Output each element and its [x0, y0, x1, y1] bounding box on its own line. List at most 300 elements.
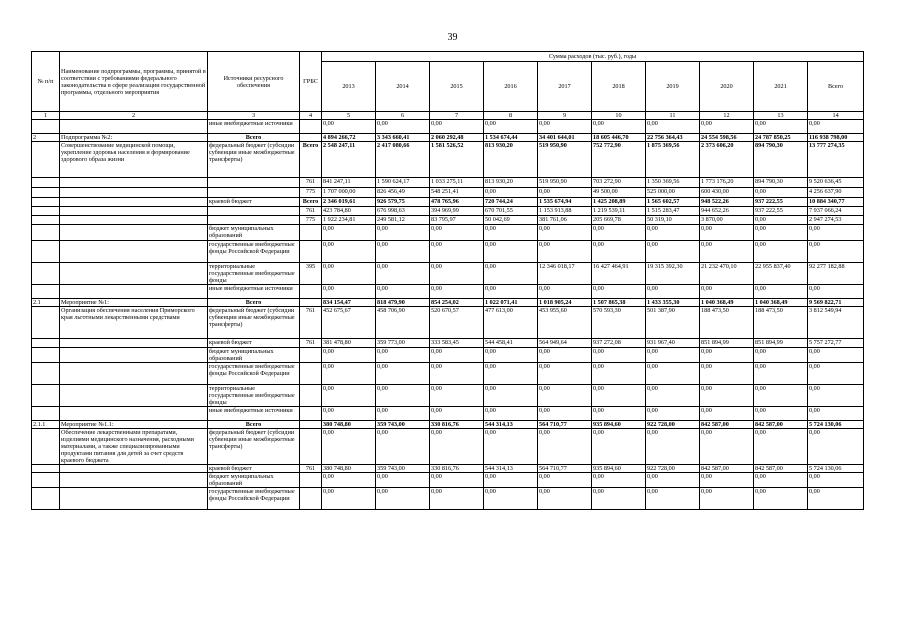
row-number-cell	[32, 488, 60, 510]
row-value-cell: 0,00	[538, 363, 592, 385]
row-grbs-cell	[300, 473, 322, 488]
row-name-cell: Мероприятие №1.1:	[60, 421, 208, 429]
row-value-cell: 0,00	[538, 225, 592, 241]
row-grbs-cell	[300, 385, 322, 407]
row-name-cell	[60, 120, 208, 134]
row-value-cell: 931 967,40	[646, 339, 700, 348]
row-value-cell: 2 548 247,11	[322, 142, 376, 178]
row-number-cell	[32, 188, 60, 198]
row-value-cell: 0,00	[700, 385, 754, 407]
row-value-cell: 0,00	[322, 263, 376, 285]
row-value-cell: 544 314,13	[484, 421, 538, 429]
row-value-cell: 0,00	[376, 407, 430, 421]
row-value-cell: 548 251,41	[430, 188, 484, 198]
row-value-cell: 0,00	[376, 285, 430, 299]
row-value-cell: 394 969,99	[430, 207, 484, 216]
table-row	[32, 488, 864, 510]
row-value-cell: 0,00	[700, 488, 754, 510]
row-value-cell: 851 894,99	[700, 339, 754, 348]
row-value-cell: 0,00	[754, 385, 808, 407]
header-index-cell: 10	[592, 112, 646, 120]
header-index-cell: 7	[430, 112, 484, 120]
header-name: Наименование подпрограммы, программы, принятой в соответствии с требованиями федерального законодательства в сфере реализации государственной программы, отдельного мероприятия	[60, 52, 208, 112]
row-value-cell: 1 534 674,44	[484, 134, 538, 142]
header-index-cell: 8	[484, 112, 538, 120]
table-row	[32, 241, 864, 263]
row-value-cell: 0,00	[376, 385, 430, 407]
row-name-cell	[60, 285, 208, 299]
row-source-cell	[208, 216, 300, 225]
row-value-cell: 0,00	[322, 225, 376, 241]
row-value-cell: 0,00	[592, 488, 646, 510]
row-value-cell: 0,00	[808, 348, 864, 363]
row-value-cell: 1 590 624,17	[376, 178, 430, 188]
row-grbs-cell: Всего	[300, 142, 322, 178]
row-name-cell: Мероприятие №1:	[60, 299, 208, 307]
row-value-cell: 0,00	[808, 241, 864, 263]
row-value-cell: 3 343 660,41	[376, 134, 430, 142]
row-value-cell: 0,00	[484, 473, 538, 488]
row-grbs-cell: 761	[300, 178, 322, 188]
table-row	[32, 134, 864, 142]
row-value-cell: 0,00	[538, 385, 592, 407]
row-value-cell: 0,00	[484, 385, 538, 407]
row-name-cell	[60, 207, 208, 216]
row-value-cell: 0,00	[700, 225, 754, 241]
row-value-cell: 922 728,00	[646, 421, 700, 429]
row-value-cell: 948 522,26	[700, 198, 754, 207]
row-number-cell: 2.1	[32, 299, 60, 307]
row-value-cell: 0,00	[484, 429, 538, 465]
header-year: 2018	[592, 62, 646, 112]
row-source-cell: иные внебюджетные источники	[208, 285, 300, 299]
row-number-cell	[32, 263, 60, 285]
row-value-cell: 22 756 364,43	[646, 134, 700, 142]
row-value-cell: 0,00	[376, 225, 430, 241]
row-value-cell: 0,00	[538, 348, 592, 363]
row-value-cell: 0,00	[754, 216, 808, 225]
row-value-cell: 1 219 539,11	[592, 207, 646, 216]
row-value-cell: 894 790,30	[754, 142, 808, 178]
row-value-cell: 0,00	[646, 488, 700, 510]
row-value-cell: 0,00	[592, 385, 646, 407]
row-value-cell: 0,00	[754, 407, 808, 421]
header-grbs: ГРБС	[300, 52, 322, 112]
row-source-cell: федеральный бюджет (субсидии субвенции иные межбюджетные трансферты)	[208, 307, 300, 339]
row-value-cell: 0,00	[376, 263, 430, 285]
row-value-cell: 453 955,60	[538, 307, 592, 339]
row-value-cell: 1 433 355,30	[646, 299, 700, 307]
row-value-cell: 13 777 274,35	[808, 142, 864, 178]
row-value-cell: 0,00	[430, 225, 484, 241]
row-value-cell: 842 587,00	[754, 465, 808, 473]
row-value-cell: 34 401 644,01	[538, 134, 592, 142]
row-grbs-cell	[300, 421, 322, 429]
row-value-cell: 188 473,50	[700, 307, 754, 339]
row-value-cell: 0,00	[484, 263, 538, 285]
row-grbs-cell: 761	[300, 339, 322, 348]
row-number-cell	[32, 429, 60, 465]
row-value-cell: 12 346 018,17	[538, 263, 592, 285]
row-name-cell: Совершенствование медицинской помощи, укрепление здоровья населения и формирование здорового образа жизни	[60, 142, 208, 178]
row-source-cell: территориальные государственные внебюджетные фонды	[208, 385, 300, 407]
row-value-cell: 0,00	[322, 488, 376, 510]
row-value-cell: 380 748,80	[322, 421, 376, 429]
row-value-cell: 0,00	[430, 429, 484, 465]
header-index-row	[32, 112, 864, 120]
row-value-cell: 0,00	[322, 120, 376, 134]
row-name-cell	[60, 225, 208, 241]
table-row	[32, 188, 864, 198]
row-number-cell	[32, 285, 60, 299]
row-value-cell: 0,00	[754, 488, 808, 510]
row-value-cell: 0,00	[646, 429, 700, 465]
row-value-cell: 0,00	[376, 348, 430, 363]
row-number-cell	[32, 473, 60, 488]
row-source-cell	[208, 188, 300, 198]
page-number: 39	[447, 32, 458, 43]
header-index-cell: 4	[300, 112, 322, 120]
row-value-cell: 0,00	[322, 473, 376, 488]
row-value-cell: 0,00	[484, 488, 538, 510]
row-value-cell: 818 479,90	[376, 299, 430, 307]
row-grbs-cell	[300, 429, 322, 465]
row-name-cell	[60, 363, 208, 385]
row-value-cell: 9 520 636,45	[808, 178, 864, 188]
header-year: 2020	[700, 62, 754, 112]
row-value-cell: 1 565 602,57	[646, 198, 700, 207]
table-row	[32, 473, 864, 488]
row-value-cell: 333 583,45	[430, 339, 484, 348]
expenditure-table	[31, 51, 864, 510]
header-index-cell: 9	[538, 112, 592, 120]
row-value-cell: 0,00	[646, 385, 700, 407]
row-value-cell: 0,00	[808, 473, 864, 488]
row-grbs-cell	[300, 299, 322, 307]
header-index-cell: 12	[700, 112, 754, 120]
row-value-cell: 458 706,90	[376, 307, 430, 339]
row-value-cell: 0,00	[376, 473, 430, 488]
row-name-cell	[60, 488, 208, 510]
header-year: 2016	[484, 62, 538, 112]
row-value-cell: 452 675,67	[322, 307, 376, 339]
row-value-cell: 570 593,30	[592, 307, 646, 339]
table-row	[32, 348, 864, 363]
row-value-cell: 0,00	[538, 285, 592, 299]
row-value-cell: 1 581 526,52	[430, 142, 484, 178]
row-number-cell	[32, 339, 60, 348]
row-value-cell: 1 425 208,89	[592, 198, 646, 207]
row-value-cell: 0,00	[754, 363, 808, 385]
table-row	[32, 216, 864, 225]
row-value-cell: 1 040 368,49	[700, 299, 754, 307]
table-row	[32, 142, 864, 178]
row-name-cell: Подпрограмма №2:	[60, 134, 208, 142]
row-value-cell: 922 728,00	[646, 465, 700, 473]
row-value-cell: 0,00	[484, 407, 538, 421]
row-value-cell: 0,00	[430, 473, 484, 488]
row-value-cell: 5 757 272,77	[808, 339, 864, 348]
row-value-cell: 0,00	[592, 120, 646, 134]
header-sum-title: Сумма расходов (тыс. руб.), годы	[322, 52, 864, 62]
header-index-cell: 3	[208, 112, 300, 120]
row-name-cell	[60, 241, 208, 263]
row-source-cell: бюджет муниципальных образований	[208, 348, 300, 363]
row-value-cell: 1 773 176,20	[700, 178, 754, 188]
row-value-cell: 330 816,76	[430, 465, 484, 473]
row-value-cell: 0,00	[376, 363, 430, 385]
row-name-cell	[60, 178, 208, 188]
row-value-cell: 16 427 464,91	[592, 263, 646, 285]
row-value-cell: 381 761,06	[538, 216, 592, 225]
row-grbs-cell: Всего	[300, 198, 322, 207]
row-value-cell: 4 894 266,72	[322, 134, 376, 142]
row-value-cell: 0,00	[808, 407, 864, 421]
row-value-cell: 5 724 130,06	[808, 465, 864, 473]
row-value-cell: 937 222,55	[754, 207, 808, 216]
row-value-cell: 926 579,75	[376, 198, 430, 207]
header-source: Источники ресурсного обеспечения	[208, 52, 300, 112]
row-value-cell: 19 315 392,30	[646, 263, 700, 285]
row-value-cell: 0,00	[538, 407, 592, 421]
row-number-cell	[32, 178, 60, 188]
row-source-cell: бюджет муниципальных образований	[208, 225, 300, 241]
row-value-cell: 0,00	[808, 225, 864, 241]
row-value-cell: 1 707 000,00	[322, 188, 376, 198]
table-row	[32, 299, 864, 307]
table-row	[32, 339, 864, 348]
row-value-cell: 0,00	[592, 285, 646, 299]
row-number-cell	[32, 307, 60, 339]
row-value-cell: 676 998,63	[376, 207, 430, 216]
row-value-cell: 544 458,41	[484, 339, 538, 348]
row-value-cell: 703 272,90	[592, 178, 646, 188]
row-value-cell: 834 154,47	[322, 299, 376, 307]
row-value-cell: 0,00	[322, 285, 376, 299]
header-index-cell: 1	[32, 112, 60, 120]
table-row	[32, 465, 864, 473]
row-value-cell: 1 875 369,56	[646, 142, 700, 178]
row-value-cell: 1 022 071,41	[484, 299, 538, 307]
row-value-cell: 0,00	[322, 241, 376, 263]
row-value-cell: 1 350 369,56	[646, 178, 700, 188]
row-source-cell: государственные внебюджетные фонды Российской Федерации	[208, 241, 300, 263]
row-value-cell: 0,00	[376, 488, 430, 510]
row-grbs-cell: 395	[300, 263, 322, 285]
row-value-cell: 564 710,77	[538, 421, 592, 429]
row-value-cell: 0,00	[322, 363, 376, 385]
row-value-cell: 0,00	[430, 385, 484, 407]
row-value-cell: 851 894,99	[754, 339, 808, 348]
row-value-cell: 935 894,60	[592, 465, 646, 473]
row-name-cell	[60, 216, 208, 225]
row-value-cell: 0,00	[484, 363, 538, 385]
header-index-cell: 11	[646, 112, 700, 120]
row-value-cell: 0,00	[808, 385, 864, 407]
row-name-cell	[60, 348, 208, 363]
row-source-cell: государственные внебюджетные фонды Российской Федерации	[208, 488, 300, 510]
row-value-cell: 0,00	[376, 120, 430, 134]
row-grbs-cell	[300, 488, 322, 510]
row-value-cell: 381 478,80	[322, 339, 376, 348]
row-number-cell	[32, 407, 60, 421]
table-row	[32, 307, 864, 339]
row-value-cell: 0,00	[646, 241, 700, 263]
row-grbs-cell: 761	[300, 207, 322, 216]
row-value-cell: 0,00	[754, 429, 808, 465]
table-row	[32, 407, 864, 421]
row-value-cell: 0,00	[646, 225, 700, 241]
row-value-cell: 0,00	[808, 488, 864, 510]
row-value-cell: 0,00	[754, 225, 808, 241]
header-year: Всего	[808, 62, 864, 112]
row-value-cell: 18 605 446,70	[592, 134, 646, 142]
row-value-cell: 0,00	[430, 407, 484, 421]
row-value-cell: 0,00	[484, 188, 538, 198]
row-source-cell: Всего	[208, 299, 300, 307]
row-value-cell: 752 772,90	[592, 142, 646, 178]
table-row	[32, 285, 864, 299]
row-name-cell: Организация обеспечения населения Приморского края льготными лекарственными средствами	[60, 307, 208, 339]
row-value-cell: 0,00	[754, 188, 808, 198]
row-value-cell: 0,00	[484, 285, 538, 299]
row-grbs-cell: 761	[300, 307, 322, 339]
row-value-cell: 0,00	[538, 120, 592, 134]
row-value-cell: 0,00	[538, 488, 592, 510]
table-row	[32, 225, 864, 241]
row-value-cell: 544 314,13	[484, 465, 538, 473]
row-value-cell: 0,00	[754, 348, 808, 363]
row-value-cell: 116 938 798,00	[808, 134, 864, 142]
table-row	[32, 429, 864, 465]
row-value-cell: 0,00	[430, 285, 484, 299]
table-row	[32, 207, 864, 216]
row-value-cell: 519 950,90	[538, 178, 592, 188]
header-index-cell: 2	[60, 112, 208, 120]
row-value-cell: 0,00	[700, 363, 754, 385]
row-value-cell: 1 153 913,88	[538, 207, 592, 216]
row-name-cell	[60, 198, 208, 207]
row-value-cell: 600 430,00	[700, 188, 754, 198]
table-row	[32, 198, 864, 207]
row-value-cell: 0,00	[376, 429, 430, 465]
row-name-cell	[60, 263, 208, 285]
row-grbs-cell: 775	[300, 188, 322, 198]
row-value-cell: 937 272,08	[592, 339, 646, 348]
row-value-cell: 0,00	[538, 429, 592, 465]
row-source-cell: бюджет муниципальных образований	[208, 473, 300, 488]
row-value-cell: 249 581,12	[376, 216, 430, 225]
row-value-cell: 0,00	[646, 285, 700, 299]
row-source-cell	[208, 207, 300, 216]
row-value-cell: 359 743,00	[376, 465, 430, 473]
row-value-cell: 0,00	[754, 285, 808, 299]
row-value-cell: 0,00	[592, 225, 646, 241]
row-value-cell: 5 724 130,06	[808, 421, 864, 429]
table-row	[32, 421, 864, 429]
row-name-cell	[60, 473, 208, 488]
row-source-cell: иные внебюджетные источники	[208, 120, 300, 134]
table-row	[32, 120, 864, 134]
header-index-cell: 14	[808, 112, 864, 120]
row-value-cell: 501 387,90	[646, 307, 700, 339]
row-number-cell	[32, 348, 60, 363]
row-number-cell	[32, 363, 60, 385]
row-number-cell	[32, 385, 60, 407]
row-name-cell	[60, 385, 208, 407]
row-value-cell: 21 232 470,10	[700, 263, 754, 285]
row-source-cell: Всего	[208, 421, 300, 429]
row-name-cell	[60, 188, 208, 198]
row-value-cell: 2 947 274,53	[808, 216, 864, 225]
row-value-cell: 841 247,11	[322, 178, 376, 188]
row-value-cell: 0,00	[538, 473, 592, 488]
row-value-cell: 1 922 234,81	[322, 216, 376, 225]
row-value-cell: 0,00	[700, 348, 754, 363]
row-value-cell: 0,00	[754, 241, 808, 263]
row-number-cell	[32, 207, 60, 216]
row-value-cell: 0,00	[322, 407, 376, 421]
row-value-cell: 7 937 066,24	[808, 207, 864, 216]
header-year: 2017	[538, 62, 592, 112]
row-number-cell	[32, 198, 60, 207]
row-value-cell: 188 473,50	[754, 307, 808, 339]
row-value-cell: 0,00	[592, 407, 646, 421]
row-value-cell: 0,00	[592, 363, 646, 385]
table-body	[32, 120, 864, 510]
row-name-cell: Обеспечение лекарственными препаратами, изделиями медицинского назначения, расходными материалами, а также специализированными продуктами питания для детей за счет средств краевого бюджета	[60, 429, 208, 465]
row-value-cell: 0,00	[700, 407, 754, 421]
table-row	[32, 363, 864, 385]
row-name-cell	[60, 339, 208, 348]
row-value-cell: 0,00	[592, 348, 646, 363]
row-number-cell	[32, 216, 60, 225]
row-value-cell: 9 569 822,71	[808, 299, 864, 307]
row-grbs-cell	[300, 241, 322, 263]
row-value-cell: 564 949,64	[538, 339, 592, 348]
row-value-cell: 0,00	[538, 188, 592, 198]
header-year: 2015	[430, 62, 484, 112]
row-value-cell: 24 554 598,56	[700, 134, 754, 142]
row-value-cell: 0,00	[322, 348, 376, 363]
row-value-cell: 1 033 275,11	[430, 178, 484, 188]
header-num: № п/п	[32, 52, 60, 112]
row-number-cell	[32, 142, 60, 178]
row-value-cell: 1 507 865,38	[592, 299, 646, 307]
row-value-cell: 0,00	[430, 120, 484, 134]
row-value-cell: 720 744,24	[484, 198, 538, 207]
row-grbs-cell	[300, 348, 322, 363]
row-source-cell: территориальные государственные внебюджетные фонды	[208, 263, 300, 285]
row-value-cell: 0,00	[592, 429, 646, 465]
row-value-cell: 2 417 080,66	[376, 142, 430, 178]
row-value-cell: 0,00	[430, 488, 484, 510]
row-value-cell: 2 060 292,48	[430, 134, 484, 142]
row-name-cell	[60, 407, 208, 421]
table-row	[32, 263, 864, 285]
row-value-cell: 937 222,55	[754, 198, 808, 207]
row-value-cell: 0,00	[646, 120, 700, 134]
row-value-cell: 0,00	[646, 348, 700, 363]
row-value-cell: 0,00	[808, 429, 864, 465]
row-grbs-cell	[300, 134, 322, 142]
row-value-cell: 944 652,26	[700, 207, 754, 216]
row-value-cell: 0,00	[484, 241, 538, 263]
row-value-cell: 1 018 905,24	[538, 299, 592, 307]
row-source-cell	[208, 178, 300, 188]
row-source-cell: иные внебюджетные источники	[208, 407, 300, 421]
row-value-cell: 520 670,57	[430, 307, 484, 339]
